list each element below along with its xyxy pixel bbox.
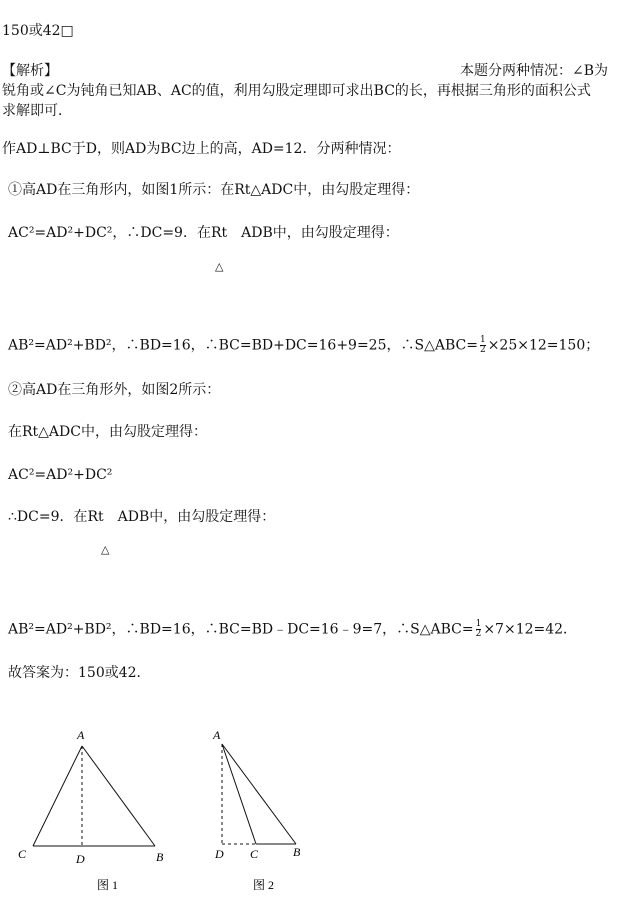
case1-equation-2 — [8, 336, 599, 355]
case1-triangle-mark: △ — [215, 260, 224, 273]
case2-triangle-mark: △ — [101, 543, 110, 556]
figure1-label-c: C — [18, 847, 27, 861]
figure1-label-d: D — [76, 852, 85, 866]
case2-fraction-numerator: 1 — [475, 619, 482, 629]
analysis-tag: 【解析】 — [2, 63, 58, 79]
case2-equation-3 — [8, 620, 577, 639]
case2-fraction-denominator: 2 — [475, 629, 482, 639]
case1-title: ①高AD在三角形内，如图1所示：在Rt△ADC中，由勾股定理得： — [8, 182, 420, 198]
case1-equation-1-part-a: AC²=AD²+DC²，∴DC=9．在Rt — [8, 225, 228, 241]
figure2-label-c: C — [250, 847, 259, 861]
figure1-label-a: A — [77, 728, 85, 742]
case1-equation-2-part-b: ×25×12=150； — [487, 337, 600, 354]
case2-equation-3-part-a: AB²=AD²+BD²，∴BD=16，∴BC=BD﹣DC=16﹣9=7，∴S△ABC= — [8, 621, 474, 638]
case2-title: ②高AD在三角形外，如图2所示： — [8, 382, 221, 398]
setup-line: 作AD⊥BC于D，则AD为BC边上的高，AD=12．分两种情况： — [2, 141, 401, 157]
figure1-label-b: B — [156, 850, 164, 864]
final-answer: 故答案为：150或42． — [8, 665, 151, 681]
case1-half-fraction — [480, 336, 486, 355]
case1-equation-1 — [8, 224, 399, 242]
figure2-label-d: D — [215, 847, 224, 861]
case1-fraction-denominator: 2 — [479, 345, 486, 355]
case1-equation-1-part-b: ADB中，由勾股定理得： — [241, 225, 399, 241]
analysis-summary-line-2: 锐角或∠C为钝角已知AB、AC的值，利用勾股定理即可求出BC的长，再根据三角形的面积公式 — [2, 83, 591, 99]
figure2-label-a: A — [213, 728, 221, 742]
case2-equation-1: AC²=AD²+DC² — [8, 467, 113, 483]
geometry-figures — [0, 722, 630, 922]
answer-line: 150或42□ — [2, 23, 74, 39]
figure-2 — [212, 728, 301, 892]
case2-intro: 在Rt△ADC中，由勾股定理得： — [8, 424, 207, 440]
figure1-caption: 图 1 — [97, 878, 119, 892]
figure2-side-ab — [222, 744, 296, 844]
case1-fraction-numerator: 1 — [479, 335, 486, 345]
case2-equation-3-part-b: ×7×12=42． — [483, 621, 578, 638]
figure2-side-ac — [222, 744, 256, 844]
figure2-label-b: B — [293, 845, 301, 859]
analysis-summary-line-1: 本题分两种情况：∠B为 — [460, 63, 609, 79]
figure1-side-ac — [33, 746, 82, 846]
case2-equation-2 — [8, 508, 275, 526]
analysis-summary-line-3: 求解即可． — [2, 103, 72, 119]
case2-equation-2-part-b: ADB中，由勾股定理得： — [117, 509, 276, 525]
case2-half-fraction — [476, 620, 482, 639]
figure1-side-ab — [82, 746, 155, 846]
figure2-caption: 图 2 — [253, 878, 275, 892]
case2-equation-2-part-a: ∴DC=9．在Rt — [8, 509, 104, 525]
case1-equation-2-part-a: AB²=AD²+BD²，∴BD=16，∴BC=BD+DC=16+9=25，∴S△ABC= — [8, 337, 478, 354]
figure-1 — [18, 728, 164, 892]
